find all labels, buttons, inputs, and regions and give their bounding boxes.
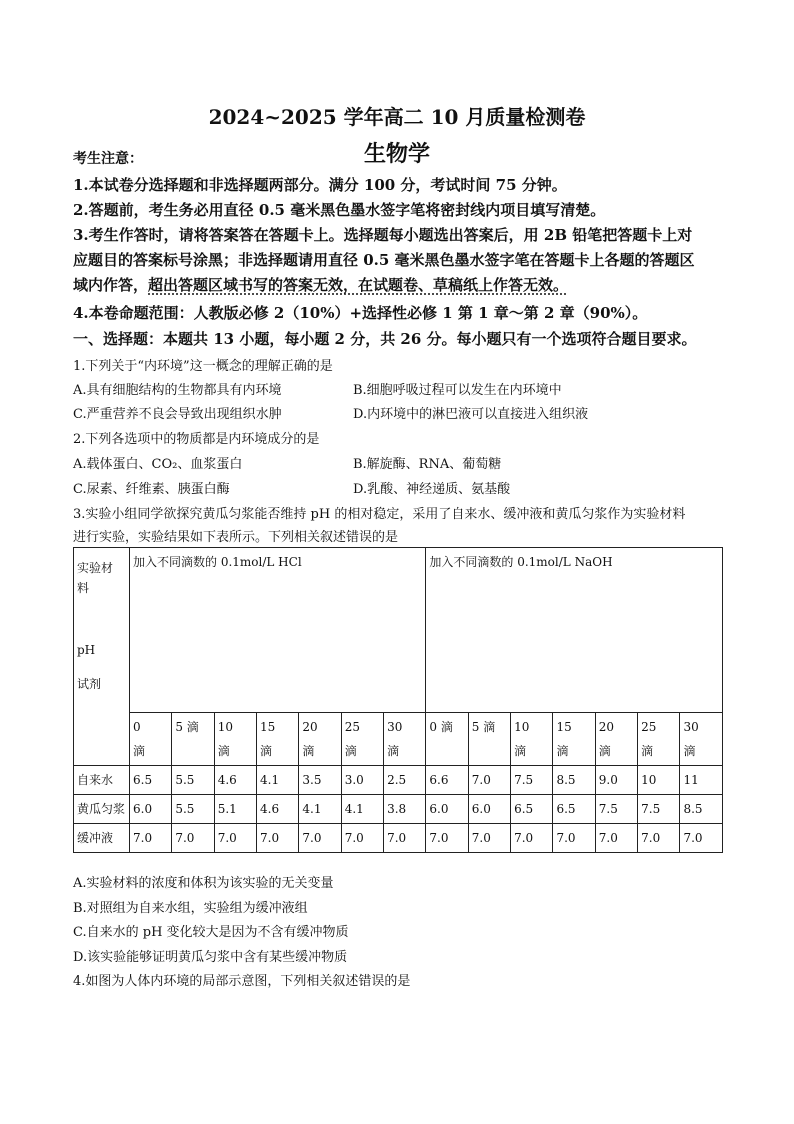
ph-value-cell: 7.0 <box>130 824 172 853</box>
ph-value-cell: 7.0 <box>341 824 383 853</box>
drop-count: 30 <box>683 720 699 734</box>
ph-value-cell: 5.5 <box>172 795 214 824</box>
q3-option-d: D.该实验能够证明黄瓜匀浆中含有某些缓冲物质 <box>73 950 348 965</box>
table-row <box>74 795 723 824</box>
notice-heading: 考生注意： <box>73 151 143 167</box>
drop-cell-hcl-5 <box>172 713 214 766</box>
drop-count: 5 滴 <box>471 720 496 734</box>
q1-stem: 1.下列关于“内环境”这一概念的理解正确的是 <box>73 359 333 374</box>
drop-cell-naoh-0 <box>426 713 468 766</box>
notice-item-3-end-lead: 域内作答， <box>73 276 149 294</box>
drop-count: 20 <box>598 720 615 734</box>
drop-count: 10 <box>217 720 233 734</box>
q4-stem: 4.如图为人体内环境的局部示意图，下列相关叙述错误的是 <box>73 974 411 989</box>
ph-value-cell: 7.0 <box>468 824 510 853</box>
drop-unit: 滴 <box>683 744 696 758</box>
drop-count: 20 <box>302 720 318 734</box>
ph-value-cell: 9.0 <box>595 766 637 795</box>
notice-item-3-end <box>73 274 568 295</box>
hcl-group-header: 加入不同滴数的 0.1mol/L HCl <box>130 548 426 713</box>
exam-subject: 生物学 <box>363 141 430 167</box>
q3-option-b: B.对照组为自来水组，实验组为缓冲液组 <box>73 901 308 916</box>
q3-option-a: A.实验材料的浓度和体积为该实验的无关变量 <box>73 876 334 891</box>
notice-item-3-emphasis: 超出答题区域书写的答案无效，在试题卷、草稿纸上作答无效。 <box>148 276 569 294</box>
ph-value-cell: 6.0 <box>130 795 172 824</box>
drop-cell-hcl-25 <box>341 713 383 766</box>
ph-value-cell: 4.1 <box>341 795 383 824</box>
ph-value-cell: 7.0 <box>511 824 553 853</box>
table-row <box>74 824 723 853</box>
drop-cell-naoh-15 <box>553 713 595 766</box>
ph-value-cell: 4.1 <box>257 766 299 795</box>
ph-value-cell: 11 <box>680 766 723 795</box>
ph-value-cell: 6.5 <box>553 795 595 824</box>
drop-count: 25 <box>641 720 657 734</box>
q1-options-row-1 <box>73 379 723 398</box>
drop-count: 15 <box>556 720 572 734</box>
q1-option-d: D.内环境中的淋巴液可以直接进入组织液 <box>353 407 589 422</box>
ph-results-table <box>73 547 723 853</box>
notice-item-1: 1.本试卷分选择题和非选择题两部分。满分 100 分，考试时间 75 分钟。 <box>73 176 567 194</box>
ph-value-cell: 6.6 <box>426 766 468 795</box>
drop-unit: 滴 <box>133 744 146 758</box>
table-row <box>74 766 723 795</box>
q2-option-b: B.解旋酶、RNA、葡萄糖 <box>353 457 502 472</box>
ph-value-cell: 7.5 <box>638 795 680 824</box>
notice-item-3-cont: 应题目的答案标号涂黑；非选择题请用直径 0.5 毫米黑色墨水签字笔在答题卡上各题的答题区 <box>73 251 695 269</box>
ph-value-cell: 7.5 <box>595 795 637 824</box>
q2-options-row-1 <box>73 453 723 472</box>
q3-stem-line-2: 进行实验，实验结果如下表所示。下列相关叙述错误的是 <box>73 530 399 545</box>
ph-value-cell: 6.0 <box>468 795 510 824</box>
drop-cell-naoh-25 <box>638 713 680 766</box>
drop-unit: 滴 <box>217 744 230 758</box>
table-corner-header <box>74 548 130 766</box>
ph-value-cell: 6.5 <box>511 795 553 824</box>
q1-options-row-2 <box>73 403 723 422</box>
table-body <box>74 766 723 853</box>
ph-value-cell: 6.0 <box>426 795 468 824</box>
ph-value-cell: 7.0 <box>553 824 595 853</box>
drop-cell-hcl-30 <box>384 713 426 766</box>
q2-option-a: A.载体蛋白、CO₂、血浆蛋白 <box>73 457 243 472</box>
corner-label-4: 试剂 <box>77 677 102 691</box>
q2-option-d: D.乳酸、神经递质、氨基酸 <box>353 482 511 497</box>
ph-value-cell: 4.6 <box>214 766 256 795</box>
ph-value-cell: 7.0 <box>214 824 256 853</box>
drop-cell-hcl-10 <box>214 713 256 766</box>
drop-cell-hcl-15 <box>257 713 299 766</box>
ph-value-cell: 5.5 <box>172 766 214 795</box>
ph-value-cell: 3.8 <box>384 795 426 824</box>
drop-cell-hcl-0 <box>130 713 172 766</box>
q3-stem-line-1: 3.实验小组同学欲探究黄瓜匀浆能否维持 pH 的相对稳定，采用了自来水、缓冲液和黄瓜匀浆作为实验材料 <box>73 507 686 522</box>
drop-cell-naoh-30 <box>680 713 723 766</box>
drop-count: 0 <box>133 720 141 734</box>
ph-value-cell: 7.0 <box>384 824 426 853</box>
material-cell: 自来水 <box>74 766 130 795</box>
ph-value-cell: 4.6 <box>257 795 299 824</box>
q1-option-b: B.细胞呼吸过程可以发生在内环境中 <box>353 383 562 398</box>
drop-unit: 滴 <box>514 744 527 758</box>
q2-options-row-2 <box>73 478 723 497</box>
drop-count: 5 滴 <box>175 720 199 734</box>
ph-value-cell: 7.0 <box>595 824 637 853</box>
drop-count: 25 <box>344 720 360 734</box>
ph-value-cell: 7.0 <box>299 824 341 853</box>
notice-item-4: 4.本卷命题范围：人教版必修 2（10%）+选择性必修 1 第 1 章～第 2 章（90%）。 <box>73 304 648 322</box>
ph-value-cell: 4.1 <box>299 795 341 824</box>
ph-value-cell: 7.5 <box>511 766 553 795</box>
ph-value-cell: 8.5 <box>680 795 723 824</box>
q2-option-c: C.尿素、纤维素、胰蛋白酶 <box>73 482 230 497</box>
ph-value-cell: 7.0 <box>426 824 468 853</box>
drop-unit: 滴 <box>387 744 400 758</box>
ph-value-cell: 3.5 <box>299 766 341 795</box>
material-cell: 缓冲液 <box>74 824 130 853</box>
ph-value-cell: 7.0 <box>638 824 680 853</box>
q3-option-c: C.自来水的 pH 变化较大是因为不含有缓冲物质 <box>73 925 349 940</box>
q2-stem: 2.下列各选项中的物质都是内环境成分的是 <box>73 432 320 447</box>
ph-value-cell: 8.5 <box>553 766 595 795</box>
drop-count: 10 <box>514 720 530 734</box>
ph-value-cell: 3.0 <box>341 766 383 795</box>
drop-unit: 滴 <box>302 744 315 758</box>
notice-item-2: 2.答题前，考生务必用直径 0.5 毫米黑色墨水签字笔将密封线内项目填写清楚。 <box>73 201 606 219</box>
drop-cell-naoh-20 <box>595 713 637 766</box>
ph-value-cell: 2.5 <box>384 766 426 795</box>
drop-cell-naoh-5 <box>468 713 510 766</box>
drop-count: 15 <box>260 720 276 734</box>
drop-cell-naoh-10 <box>511 713 553 766</box>
ph-value-cell: 7.0 <box>468 766 510 795</box>
drop-cell-hcl-20 <box>299 713 341 766</box>
drop-unit: 滴 <box>344 744 357 758</box>
ph-value-cell: 7.0 <box>257 824 299 853</box>
drop-count: 0 滴 <box>429 720 453 734</box>
section-heading: 一、选择题：本题共 13 小题，每小题 2 分，共 26 分。每小题只有一个选项符合题目要求。 <box>73 330 697 348</box>
q1-option-c: C.严重营养不良会导致出现组织水肿 <box>73 407 282 422</box>
ph-value-cell: 5.1 <box>214 795 256 824</box>
exam-title: 2024~2025 学年高二 10 月质量检测卷 <box>208 105 586 129</box>
drop-unit: 滴 <box>641 744 654 758</box>
q1-option-a: A.具有细胞结构的生物都具有内环境 <box>73 383 282 398</box>
naoh-group-header: 加入不同滴数的 0.1mol/L NaOH <box>426 548 723 713</box>
material-cell: 黄瓜匀浆 <box>74 795 130 824</box>
notice-item-3: 3.考生作答时，请将答案答在答题卡上。选择题每小题选出答案后，用 2B 铅笔把答题卡上对 <box>73 226 693 244</box>
corner-label-1: 实验材 <box>77 561 114 575</box>
drop-unit: 滴 <box>556 744 569 758</box>
ph-value-cell: 10 <box>638 766 680 795</box>
ph-value-cell: 7.0 <box>680 824 723 853</box>
drop-count: 30 <box>387 720 403 734</box>
corner-label-3: pH <box>77 643 96 657</box>
ph-value-cell: 6.5 <box>130 766 172 795</box>
drop-unit: 滴 <box>260 744 273 758</box>
drops-header-row <box>74 713 723 766</box>
ph-value-cell: 7.0 <box>172 824 214 853</box>
corner-label-2: 料 <box>77 581 90 595</box>
drop-unit: 滴 <box>598 744 611 758</box>
